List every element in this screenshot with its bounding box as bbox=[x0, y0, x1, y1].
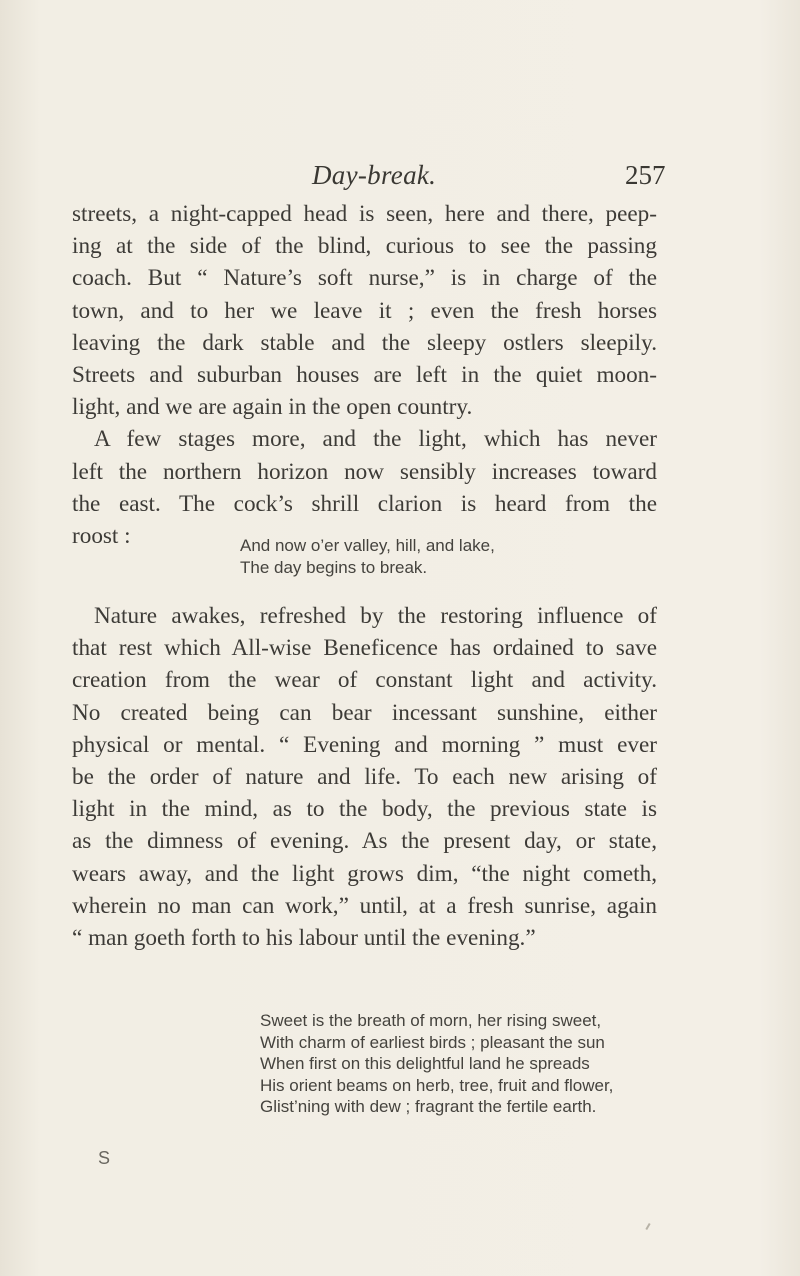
text-line: be the order of nature and life. To each new arising of bbox=[72, 764, 657, 791]
text-line: light, and we are again in the open country. bbox=[72, 394, 473, 421]
text-line: “ man goeth forth to his labour until the evening.” bbox=[72, 925, 536, 952]
text-line: roost : bbox=[72, 523, 131, 550]
text-line: left the northern horizon now sensibly increases toward bbox=[72, 458, 657, 485]
running-title: Day-break. bbox=[312, 160, 437, 190]
text-line: wherein no man can work,” until, at a fresh sunrise, again bbox=[72, 892, 657, 919]
verse-line: Glist’ning with dew ; fragrant the fertile earth. bbox=[260, 1097, 597, 1116]
text-line: that rest which All-wise Beneficence has ordained to save bbox=[72, 635, 657, 662]
signature-mark: S bbox=[98, 1148, 111, 1168]
verse-line: With charm of earliest birds ; pleasant the sun bbox=[260, 1032, 605, 1052]
text-line: as the dimness of evening. As the present day, or state, bbox=[72, 828, 657, 855]
text-line: streets, a night-capped head is seen, here and there, peep- bbox=[72, 201, 657, 227]
text-line: leaving the dark stable and the sleepy ostlers sleepily. bbox=[72, 329, 657, 356]
text-line: Nature awakes, refreshed by the restoring influence of bbox=[94, 603, 657, 629]
verse-line: When first on this delightful land he spreads bbox=[260, 1054, 590, 1073]
verse-line: And now o’er valley, hill, and lake, bbox=[240, 536, 495, 555]
text-line: A few stages more, and the light, which has never bbox=[94, 426, 657, 453]
text-line: wears away, and the light grows dim, “the night cometh, bbox=[72, 860, 657, 887]
verse-quote-1 bbox=[240, 535, 495, 578]
text-line: creation from the wear of constant light and activity. bbox=[72, 667, 657, 694]
paragraph-2 bbox=[72, 600, 657, 954]
verse-line: His orient beams on herb, tree, fruit and flower, bbox=[260, 1075, 614, 1095]
verse-line: The day begins to break. bbox=[240, 557, 428, 577]
paragraph-1 bbox=[72, 198, 657, 552]
text-line: coach. But “ Nature’s soft nurse,” is in charge of the bbox=[72, 265, 657, 292]
text-line: Streets and suburban houses are left in the quiet moon- bbox=[72, 362, 657, 389]
text-line: light in the mind, as to the body, the previous state is bbox=[72, 796, 657, 823]
page-number: 257 bbox=[625, 160, 666, 190]
verse-line: Sweet is the breath of morn, her rising sweet, bbox=[260, 1011, 602, 1030]
verse-quote-2 bbox=[260, 1010, 613, 1118]
text-line: ing at the side of the blind, curious to see the passing bbox=[72, 233, 657, 260]
text-line: town, and to her we leave it ; even the fresh horses bbox=[72, 297, 657, 324]
paper-speck bbox=[645, 1223, 650, 1230]
text-line: physical or mental. “ Evening and morning ” must ever bbox=[72, 731, 657, 758]
text-line: No created being can bear incessant sunshine, either bbox=[72, 699, 657, 726]
text-line: the east. The cock’s shrill clarion is heard from the bbox=[72, 490, 657, 517]
